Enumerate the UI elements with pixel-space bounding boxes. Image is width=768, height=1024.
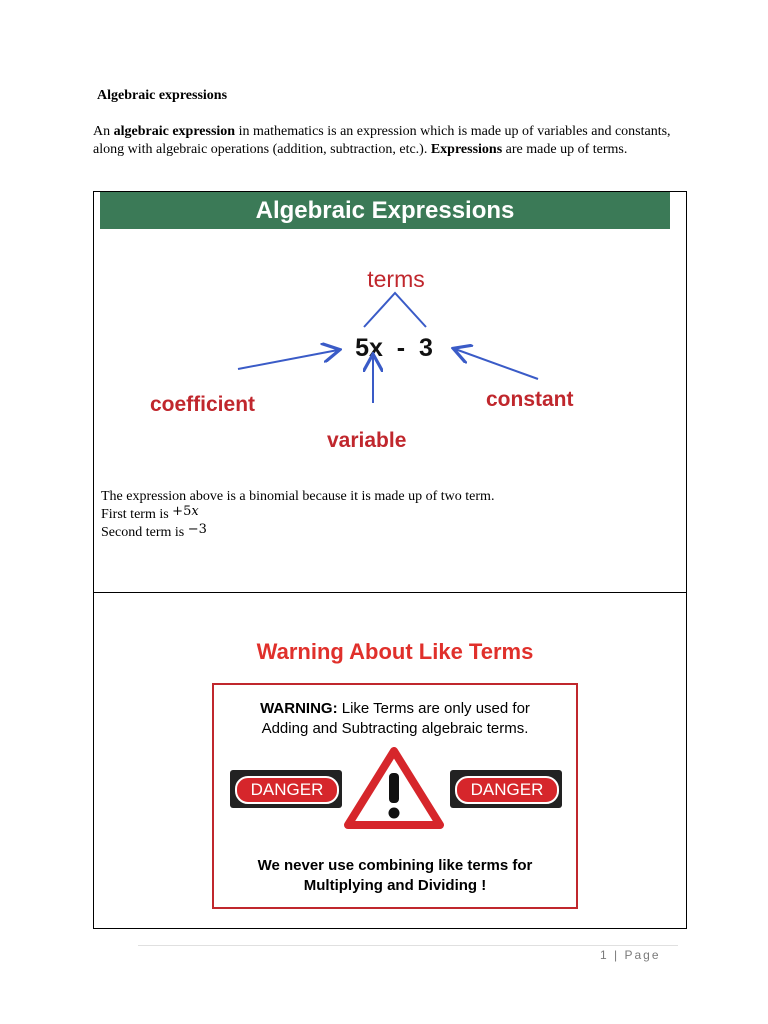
coefficient-label: coefficient	[150, 393, 256, 416]
caption-line-2: First term is +5x	[101, 504, 199, 522]
danger-sign-right	[450, 770, 562, 808]
page-number: 1	[600, 948, 609, 962]
warning-line-2: Adding and Subtracting algebraic terms.	[261, 720, 529, 737]
terms-bracket	[364, 293, 426, 327]
danger-sign-left	[230, 770, 342, 808]
warning-bottom-line-1: We never use combining like terms for	[257, 857, 533, 874]
caption-line-3: Second term is −3	[101, 522, 207, 540]
caption-line-1: The expression above is a binomial because it is made up of two term.	[101, 489, 495, 504]
table-row	[94, 593, 686, 928]
first-term-math: +5x	[172, 504, 199, 519]
warning-box	[212, 683, 578, 909]
danger-label: DANGER	[235, 776, 339, 804]
warning-line-1: WARNING: Like Terms are only used for	[260, 700, 530, 717]
figure-banner-title: Algebraic Expressions	[255, 197, 515, 224]
table-row	[94, 192, 686, 593]
page-label: Page	[624, 948, 661, 962]
intro-paragraph: An algebraic expression in mathematics is an expression which is made up of variables and constants, along with algebraic operations (addition, subtraction, etc.). Expressions are made up of terms.	[93, 124, 671, 157]
algebraic-expression-diagram	[94, 232, 686, 462]
constant-arrow	[455, 349, 538, 379]
figure-banner	[100, 192, 670, 229]
warning-bottom-line-2: Multiplying and Dividing !	[303, 877, 487, 894]
footer-divider	[138, 945, 678, 946]
variable-label: variable	[327, 429, 407, 452]
term-algebraic-expression: algebraic expression	[113, 124, 236, 139]
term-expressions: Expressions	[430, 141, 503, 157]
binomial-caption	[101, 488, 661, 542]
warning-triangle-icon	[344, 747, 444, 829]
page-footer: 1 | Page	[600, 948, 661, 962]
constant-label: constant	[486, 388, 574, 411]
second-term-math: −3	[187, 522, 207, 537]
warning-title: Warning About Like Terms	[256, 639, 534, 664]
danger-label: DANGER	[455, 776, 559, 804]
page-heading: Algebraic expressions	[97, 88, 228, 103]
expression-text: 5x - 3	[355, 334, 433, 362]
terms-label: terms	[367, 266, 425, 292]
coefficient-arrow	[238, 350, 338, 369]
content-table	[93, 191, 687, 929]
